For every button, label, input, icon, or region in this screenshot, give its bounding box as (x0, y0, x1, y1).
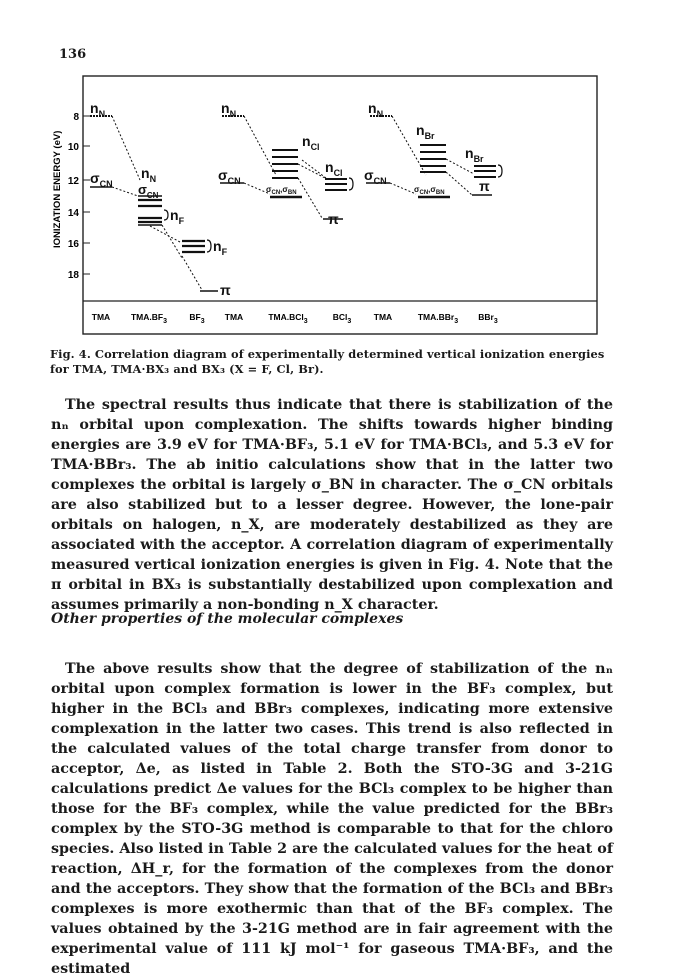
x-label-tma-bbr3: TMA.BBr$_3$ (417, 312, 459, 325)
bf3-levels (90, 116, 218, 291)
x-axis-labels (92, 312, 498, 325)
pi-label: π (479, 178, 490, 194)
x-label-bf3: $BF_3$ (189, 312, 205, 325)
n-cl-label: $n_{Cl}$ (302, 133, 320, 152)
sigma-cn-sigma-bn-label: $\sigma_{CN},\sigma_{BN}$ (414, 185, 445, 196)
y-tick-label: 10 (67, 142, 79, 153)
bbr3-level-labels (364, 100, 490, 196)
n-n-label: $n_N$ (90, 100, 106, 119)
sigma-cn-label: $\sigma_{CN}$ (138, 182, 159, 200)
body-paragraph: The above results show that the degree of stabilization of the nₙ orbital upon complex formation is lower in the BF₃ complex, but higher in the BCl₃ and BBr₃ complexes, indicating more extensive complexation in the latter two cases. This trend is also reflected in the calculated values of the total charge transfer from donor to acceptor, Δe, as listed in Table 2. Both the STO-3G and 3-21G calculations predict Δe values for the BCl₃ complex to be higher than those for the BF₃ complex, while the value predicted for the BBr₃ complex by the STO-3G method is comparable to that for the chloro species. Also listed in Table 2 are the calculated values for the heat of reaction, ΔH_r, for the formation of the complexes from the donor and the acceptors. They show that the formation of the BCl₃ and BBr₃ complexes is more exothermic than that of the BF₃ complex. The values obtained by the 3-21G method are in fair agreement with the experimental value of 111 kJ mol⁻¹ for gaseous TMA·BF₃, and the estimated (51, 661, 613, 977)
figure-caption (50, 347, 610, 377)
caption-text: Correlation diagram of experimentally determined vertical ionization energies for TMA, TMA·BX₃ and BX₃ (X = F, Cl, Br). (50, 347, 605, 376)
correlation-diagram (40, 70, 610, 340)
section-heading: Other properties of the molecular complexes (51, 611, 404, 627)
x-label-bcl3: BCl$_3$ (332, 312, 352, 325)
x-label-tma: TMA (91, 312, 111, 322)
pi-label: π (220, 282, 231, 298)
y-axis-ticks (68, 112, 90, 281)
n-f-label: $n_F$ (170, 207, 185, 226)
x-label-tma: TMA (373, 312, 393, 322)
sigma-cn-label: $\sigma_{CN}$ (364, 167, 387, 186)
sigma-cn-label: $\sigma_{CN}$ (218, 167, 241, 186)
x-label-tma: TMA (224, 312, 244, 322)
x-label-tma-bf3: $TMA.BF_3$ (130, 312, 168, 325)
n-f-label: $n_F$ (213, 238, 228, 257)
n-n-label: $n_N$ (141, 165, 157, 184)
y-tick-label: 8 (73, 112, 79, 123)
x-label-bbr3: BBr$_3$ (478, 312, 498, 325)
x-label-tma-bcl3: TMA.BCl$_3$ (268, 312, 308, 325)
n-n-label: $n_N$ (368, 100, 384, 119)
page-number: 136 (59, 47, 87, 62)
n-cl-label: $n_{Cl}$ (325, 159, 343, 178)
correlation-diagram-figure (40, 70, 610, 340)
sigma-cn-label: $\sigma_{CN}$ (90, 170, 113, 189)
figure-label: Fig. 4. (50, 347, 91, 361)
n-br-label: $n_{Br}$ (416, 122, 435, 141)
y-tick-label: 16 (67, 239, 79, 250)
body-paragraph: The spectral results thus indicate that there is stabilization of the nₙ orbital upon complexation. The shifts towards higher binding energies are 3.9 eV for TMA·BF₃, 5.1 eV for TMA·BCl₃, and 5.3 eV for TMA·BBr₃. The ab initio calculations show that in the latter two complexes the orbital is largely σ_BN in character. The σ_CN orbitals are also stabilized but to a lesser degree. However, the lone-pair orbitals on halogen, n_X, are moderately destabilized as they are associated with the acceptor. A correlation diagram of experimentally measured vertical ionization energies is given in Fig. 4. Note that the π orbital in BX₃ is substantially destabilized upon complexation and assumes primarily a non-bonding n_X character. (51, 397, 613, 613)
sigma-cn-sigma-bn-label: $\sigma_{CN},\sigma_{BN}$ (266, 185, 297, 196)
y-axis-label: IONIZATION ENERGY (eV) (52, 130, 63, 248)
y-tick-label: 14 (67, 208, 79, 219)
pi-label: π (328, 211, 339, 227)
n-n-label: $n_N$ (221, 100, 237, 119)
y-tick-label: 18 (67, 270, 79, 281)
n-br-label: $n_{Br}$ (465, 145, 484, 164)
y-tick-label: 12 (67, 176, 79, 187)
